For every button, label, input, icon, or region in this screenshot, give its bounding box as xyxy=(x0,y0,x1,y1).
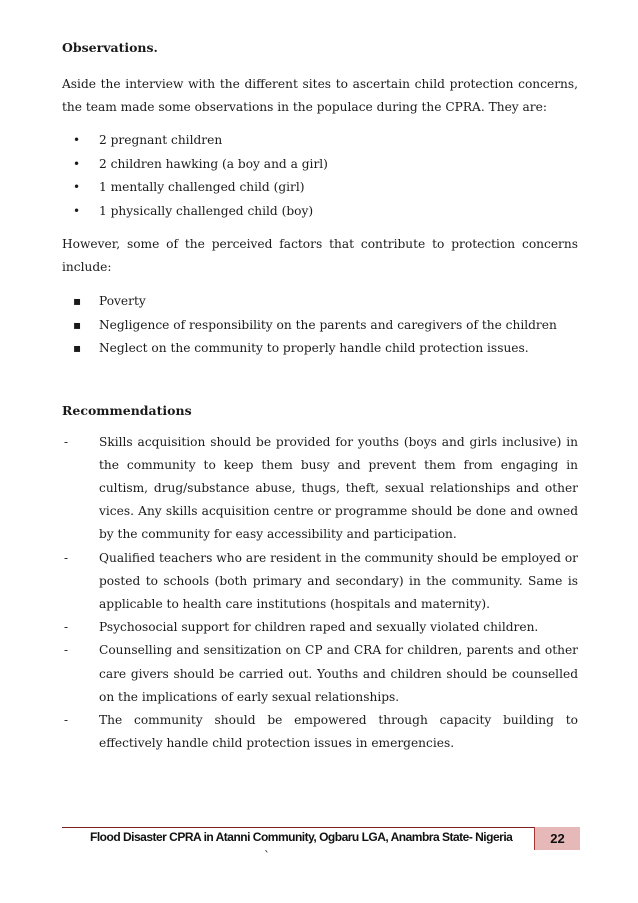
dash-bullet-icon: - xyxy=(64,434,69,449)
page-content xyxy=(62,40,578,755)
page-number: 22 xyxy=(534,827,580,850)
list-item: • 1 physically challenged child (boy) xyxy=(62,200,578,224)
square-bullet-icon: ▪ xyxy=(73,341,82,355)
observations-heading: Observations. xyxy=(62,40,158,55)
dash-bullet-icon: - xyxy=(64,620,69,635)
list-item: - Qualified teachers who are resident in the community should be employed or posted to schools (both primary and secondary) in the community. Same is applicable to health care institutions (hospitals and maternity). xyxy=(62,547,578,617)
list-item: - Psychosocial support for children raped and sexually violated children. xyxy=(62,616,578,639)
footer-title: Flood Disaster CPRA in Atanni Community, Ogbaru LGA, Anambra State- Nigeria xyxy=(90,830,513,844)
list-item: ▪ Negligence of responsibility on the parents and caregivers of the children xyxy=(62,314,578,338)
recommendations-heading: Recommendations xyxy=(62,402,192,418)
bullet-icon: • xyxy=(73,180,81,194)
list-item: - Counselling and sensitization on CP and CRA for children, parents and other care givers should be carried out. Youths and children should be counselled on the implications of early sexual relationships. xyxy=(62,639,578,709)
dash-bullet-icon: - xyxy=(64,550,69,565)
recommendations-list xyxy=(62,431,578,756)
square-bullet-icon: ▪ xyxy=(73,294,82,308)
list-item: • 1 mentally challenged child (girl) xyxy=(62,176,578,200)
list-item: • 2 pregnant children xyxy=(62,129,578,153)
dash-bullet-icon: - xyxy=(64,643,69,658)
observations-list xyxy=(62,129,578,223)
observations-intro: Aside the interview with the different sites to ascertain child protection concerns, the team made some observations in the populace during the CPRA. They are: xyxy=(62,77,578,114)
factors-intro: However, some of the perceived factors that contribute to protection concerns include: xyxy=(62,237,578,274)
bullet-icon: • xyxy=(73,133,81,147)
list-item: - The community should be empowered through capacity building to effectively handle child protection issues in emergencies. xyxy=(62,709,578,755)
factors-list xyxy=(62,290,578,361)
list-item: • 2 children hawking (a boy and a girl) xyxy=(62,153,578,177)
list-item: ▪ Poverty xyxy=(62,290,578,314)
footer-mark: ` xyxy=(264,849,270,863)
footer-divider xyxy=(62,827,580,828)
square-bullet-icon: ▪ xyxy=(73,317,82,332)
list-item: ▪ Neglect on the community to properly handle child protection issues. xyxy=(62,337,578,361)
dash-bullet-icon: - xyxy=(64,712,69,727)
bullet-icon: • xyxy=(73,203,81,218)
bullet-icon: • xyxy=(73,156,81,171)
list-item: - Skills acquisition should be provided for youths (boys and girls inclusive) in the community to keep them busy and prevent them from engaging in cultism, drug/substance abuse, thugs, theft, sexual relationships and other vices. Any skills acquisition centre or programme should be done and owned by the community for easy accessibility and participation. xyxy=(62,431,578,547)
